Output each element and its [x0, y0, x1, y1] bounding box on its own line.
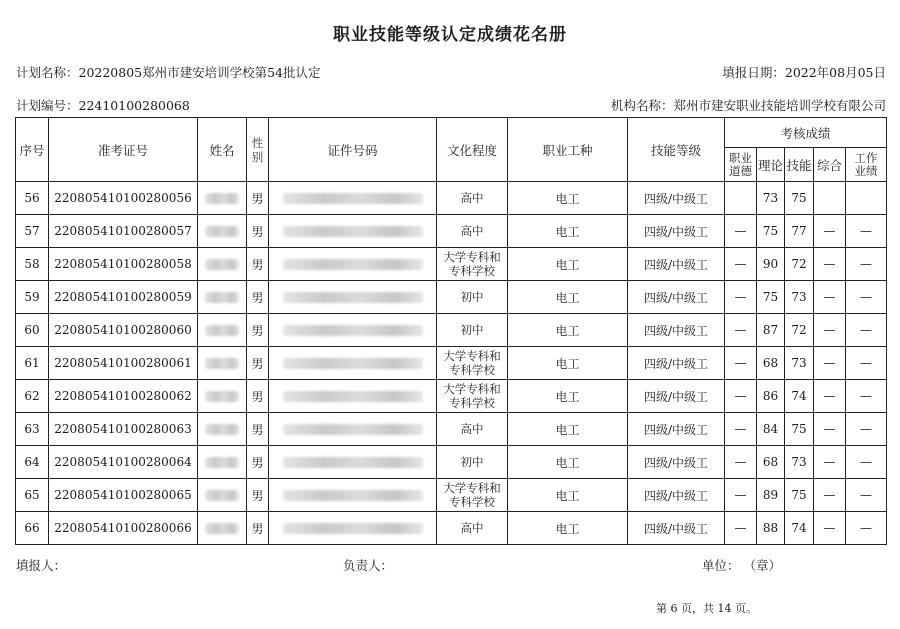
- cell-name: [198, 215, 247, 248]
- header-theory: 理论: [757, 148, 785, 182]
- cell-id-no: [269, 314, 437, 347]
- cell-comp: —: [814, 215, 846, 248]
- cell-trade: 电工: [508, 347, 628, 380]
- cell-level: 四级/中级工: [628, 215, 725, 248]
- redacted-name: [205, 259, 239, 270]
- cell-id-no: [269, 512, 437, 545]
- cell-trade: 电工: [508, 413, 628, 446]
- cell-level: 四级/中级工: [628, 182, 725, 215]
- cell-edu: 高中: [437, 215, 508, 248]
- table-row: [16, 479, 887, 512]
- header-ethics: 职业 道德: [725, 148, 757, 182]
- cell-level: 四级/中级工: [628, 380, 725, 413]
- cell-id-no: [269, 413, 437, 446]
- cell-exam-no: 220805410100280057: [49, 215, 198, 248]
- cell-level: 四级/中级工: [628, 248, 725, 281]
- redacted-id-number: [283, 424, 423, 435]
- table-row: [16, 512, 887, 545]
- cell-comp: —: [814, 380, 846, 413]
- redacted-name: [205, 523, 239, 534]
- cell-name: [198, 347, 247, 380]
- cell-exam-no: 220805410100280056: [49, 182, 198, 215]
- redacted-name: [205, 490, 239, 501]
- cell-theory: 75: [757, 215, 785, 248]
- cell-id-no: [269, 281, 437, 314]
- cell-exam-no: 220805410100280061: [49, 347, 198, 380]
- cell-gender: 男: [247, 347, 269, 380]
- header-name: 姓名: [198, 118, 247, 182]
- cell-exam-no: 220805410100280065: [49, 479, 198, 512]
- cell-work: —: [846, 215, 887, 248]
- cell-id-no: [269, 248, 437, 281]
- cell-edu: 初中: [437, 281, 508, 314]
- cell-work: —: [846, 248, 887, 281]
- page-indicator: 第 6 页，共 14 页。: [656, 602, 757, 615]
- cell-gender: 男: [247, 281, 269, 314]
- cell-seq: 66: [16, 512, 49, 545]
- redacted-name: [205, 391, 239, 402]
- cell-name: [198, 248, 247, 281]
- redacted-name: [205, 358, 239, 369]
- cell-skill: 74: [785, 512, 814, 545]
- cell-gender: 男: [247, 248, 269, 281]
- supervisor-label: 负责人：: [343, 558, 394, 573]
- redacted-name: [205, 226, 239, 237]
- cell-gender: 男: [247, 215, 269, 248]
- plan-name: 计划名称：20220805郑州市建安培训学校第54批认定: [16, 65, 321, 80]
- cell-gender: 男: [247, 446, 269, 479]
- cell-trade: 电工: [508, 479, 628, 512]
- cell-gender: 男: [247, 512, 269, 545]
- cell-name: [198, 314, 247, 347]
- redacted-name: [205, 325, 239, 336]
- cell-seq: 64: [16, 446, 49, 479]
- cell-id-no: [269, 182, 437, 215]
- cell-level: 四级/中级工: [628, 347, 725, 380]
- cell-comp: —: [814, 446, 846, 479]
- cell-exam-no: 220805410100280058: [49, 248, 198, 281]
- cell-ethics: —: [725, 446, 757, 479]
- cell-work: —: [846, 314, 887, 347]
- cell-ethics: —: [725, 380, 757, 413]
- cell-edu: 大学专科和 专科学校: [437, 380, 508, 413]
- cell-theory: 68: [757, 446, 785, 479]
- cell-theory: 87: [757, 314, 785, 347]
- cell-work: —: [846, 446, 887, 479]
- roster-body: [16, 182, 887, 545]
- cell-skill: 75: [785, 182, 814, 215]
- cell-work: [846, 182, 887, 215]
- redacted-id-number: [283, 325, 423, 336]
- cell-gender: 男: [247, 479, 269, 512]
- cell-ethics: —: [725, 281, 757, 314]
- cell-gender: 男: [247, 380, 269, 413]
- cell-work: —: [846, 413, 887, 446]
- cell-skill: 72: [785, 248, 814, 281]
- cell-exam-no: 220805410100280066: [49, 512, 198, 545]
- cell-ethics: —: [725, 512, 757, 545]
- cell-trade: 电工: [508, 314, 628, 347]
- cell-id-no: [269, 446, 437, 479]
- cell-name: [198, 182, 247, 215]
- header-trade: 职业工种: [508, 118, 628, 182]
- cell-comp: —: [814, 512, 846, 545]
- cell-trade: 电工: [508, 446, 628, 479]
- table-row: [16, 281, 887, 314]
- score-roster-table: [15, 117, 887, 545]
- header-exam-number: 准考证号: [49, 118, 198, 182]
- cell-level: 四级/中级工: [628, 314, 725, 347]
- table-row: [16, 380, 887, 413]
- redacted-name: [205, 457, 239, 468]
- cell-ethics: —: [725, 479, 757, 512]
- cell-level: 四级/中级工: [628, 281, 725, 314]
- table-row: [16, 182, 887, 215]
- cell-ethics: —: [725, 413, 757, 446]
- redacted-id-number: [283, 391, 423, 402]
- cell-work: —: [846, 281, 887, 314]
- cell-exam-no: 220805410100280062: [49, 380, 198, 413]
- cell-name: [198, 446, 247, 479]
- redacted-id-number: [283, 490, 423, 501]
- cell-skill: 75: [785, 479, 814, 512]
- redacted-name: [205, 292, 239, 303]
- cell-edu: 高中: [437, 413, 508, 446]
- cell-gender: 男: [247, 314, 269, 347]
- cell-seq: 57: [16, 215, 49, 248]
- cell-exam-no: 220805410100280063: [49, 413, 198, 446]
- cell-edu: 初中: [437, 446, 508, 479]
- cell-edu: 高中: [437, 512, 508, 545]
- cell-comp: —: [814, 248, 846, 281]
- cell-theory: 86: [757, 380, 785, 413]
- cell-trade: 电工: [508, 248, 628, 281]
- cell-theory: 84: [757, 413, 785, 446]
- cell-seq: 62: [16, 380, 49, 413]
- cell-trade: 电工: [508, 281, 628, 314]
- redacted-id-number: [283, 358, 423, 369]
- header-id-number: 证件号码: [269, 118, 437, 182]
- cell-theory: 90: [757, 248, 785, 281]
- cell-ethics: —: [725, 347, 757, 380]
- cell-theory: 68: [757, 347, 785, 380]
- cell-work: —: [846, 479, 887, 512]
- cell-seq: 56: [16, 182, 49, 215]
- cell-ethics: —: [725, 314, 757, 347]
- redacted-id-number: [283, 457, 423, 468]
- header-scores: 考核成绩: [725, 118, 887, 148]
- cell-level: 四级/中级工: [628, 413, 725, 446]
- cell-exam-no: 220805410100280064: [49, 446, 198, 479]
- cell-comp: —: [814, 314, 846, 347]
- cell-gender: 男: [247, 413, 269, 446]
- cell-seq: 58: [16, 248, 49, 281]
- header-gender: 性 别: [247, 118, 269, 182]
- cell-id-no: [269, 347, 437, 380]
- redacted-id-number: [283, 292, 423, 303]
- cell-seq: 61: [16, 347, 49, 380]
- redacted-id-number: [283, 259, 423, 270]
- cell-theory: 89: [757, 479, 785, 512]
- plan-number: 计划编号：22410100280068: [16, 98, 190, 113]
- cell-level: 四级/中级工: [628, 479, 725, 512]
- cell-theory: 73: [757, 182, 785, 215]
- table-row: [16, 347, 887, 380]
- cell-edu: 大学专科和 专科学校: [437, 479, 508, 512]
- cell-exam-no: 220805410100280060: [49, 314, 198, 347]
- table-row: [16, 215, 887, 248]
- header-work-performance: 工作 业绩: [846, 148, 887, 182]
- cell-edu: 初中: [437, 314, 508, 347]
- cell-exam-no: 220805410100280059: [49, 281, 198, 314]
- cell-ethics: —: [725, 248, 757, 281]
- cell-theory: 75: [757, 281, 785, 314]
- table-row: [16, 446, 887, 479]
- cell-skill: 73: [785, 347, 814, 380]
- cell-skill: 74: [785, 380, 814, 413]
- header-comprehensive: 综合: [814, 148, 846, 182]
- cell-ethics: —: [725, 215, 757, 248]
- cell-edu: 大学专科和 专科学校: [437, 248, 508, 281]
- fill-date: 填报日期：2022年08月05日: [722, 65, 886, 80]
- cell-skill: 73: [785, 281, 814, 314]
- cell-level: 四级/中级工: [628, 446, 725, 479]
- redacted-name: [205, 193, 239, 204]
- cell-edu: 大学专科和 专科学校: [437, 347, 508, 380]
- unit-label: 单位： （章）: [702, 558, 781, 573]
- cell-comp: —: [814, 347, 846, 380]
- header-skill: 技能: [785, 148, 814, 182]
- header-skill-level: 技能等级: [628, 118, 725, 182]
- cell-trade: 电工: [508, 182, 628, 215]
- cell-seq: 63: [16, 413, 49, 446]
- cell-level: 四级/中级工: [628, 512, 725, 545]
- cell-comp: —: [814, 281, 846, 314]
- table-row: [16, 248, 887, 281]
- cell-trade: 电工: [508, 512, 628, 545]
- cell-theory: 88: [757, 512, 785, 545]
- cell-comp: [814, 182, 846, 215]
- cell-skill: 77: [785, 215, 814, 248]
- redacted-id-number: [283, 193, 423, 204]
- cell-work: —: [846, 380, 887, 413]
- cell-comp: —: [814, 479, 846, 512]
- cell-work: —: [846, 347, 887, 380]
- filler-label: 填报人：: [16, 558, 67, 573]
- header-seq: 序号: [16, 118, 49, 182]
- cell-id-no: [269, 479, 437, 512]
- cell-comp: —: [814, 413, 846, 446]
- cell-seq: 60: [16, 314, 49, 347]
- redacted-name: [205, 424, 239, 435]
- table-row: [16, 314, 887, 347]
- cell-name: [198, 512, 247, 545]
- cell-name: [198, 281, 247, 314]
- cell-work: —: [846, 512, 887, 545]
- cell-seq: 65: [16, 479, 49, 512]
- cell-seq: 59: [16, 281, 49, 314]
- redacted-id-number: [283, 523, 423, 534]
- cell-ethics: [725, 182, 757, 215]
- organization-name: 机构名称：郑州市建安职业技能培训学校有限公司: [610, 98, 886, 113]
- cell-id-no: [269, 380, 437, 413]
- cell-skill: 73: [785, 446, 814, 479]
- cell-trade: 电工: [508, 215, 628, 248]
- redacted-id-number: [283, 226, 423, 237]
- document-title: 职业技能等级认定成绩花名册: [333, 25, 567, 45]
- cell-skill: 72: [785, 314, 814, 347]
- cell-name: [198, 479, 247, 512]
- table-row: [16, 413, 887, 446]
- cell-skill: 75: [785, 413, 814, 446]
- cell-gender: 男: [247, 182, 269, 215]
- cell-name: [198, 413, 247, 446]
- header-education: 文化程度: [437, 118, 508, 182]
- cell-id-no: [269, 215, 437, 248]
- cell-name: [198, 380, 247, 413]
- cell-edu: 高中: [437, 182, 508, 215]
- cell-trade: 电工: [508, 380, 628, 413]
